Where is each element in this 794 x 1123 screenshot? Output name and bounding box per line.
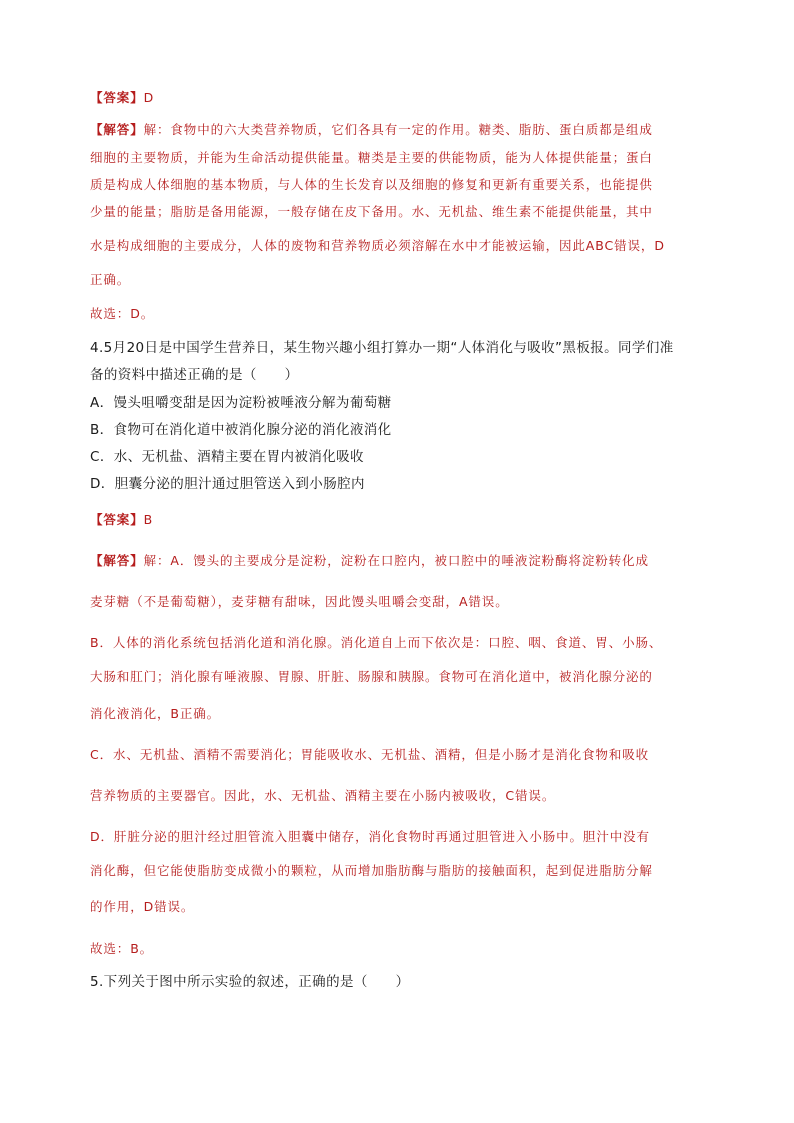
q4-option-b: B．食物可在消化道中被消化腺分泌的消化液消化: [90, 422, 392, 438]
q4-option-a: A．馒头咀嚼变甜是因为淀粉被唾液分解为葡萄糖: [90, 395, 392, 411]
explain-tag: 【解答】: [90, 553, 144, 568]
q4-explain-line-10: 的作用，D错误。: [90, 899, 195, 914]
q4-explain-line-9: 消化酶，但它能使脂肪变成微小的颗粒，从而增加脂肪酶与脂肪的接触面积，起到促进脂肪分解: [90, 863, 653, 878]
q4-answer-line: [90, 511, 153, 529]
q3-explain-line-2: 细胞的主要物质，并能为生命活动提供能量。糖类是主要的供能物质，能为人体提供能量；蛋白: [90, 150, 653, 165]
q3-explain-line-6: 正确。: [90, 272, 131, 287]
q4-explain-line-5: 消化液消化，B正确。: [90, 706, 221, 721]
q4-explain-line-3: B．人体的消化系统包括消化道和消化腺。消化道自上而下依次是：口腔、咽、食道、胃、小肠、: [90, 635, 663, 650]
q4-stem-line-2: 备的资料中描述正确的是（ ）: [90, 367, 299, 383]
q4-conclusion: 故选：B。: [90, 941, 154, 956]
q4-stem-line-1: 4.5月20日是中国学生营养日，某生物兴趣小组打算办一期“人体消化与吸收”黑板报。同学们准: [90, 340, 674, 356]
q4-option-c: C．水、无机盐、酒精主要在胃内被消化吸收: [90, 449, 364, 465]
answer-value: D: [143, 90, 155, 105]
q4-explain-line-8: D．肝脏分泌的胆汁经过胆管流入胆囊中储存，消化食物时再通过胆管进入小肠中。胆汁中没有: [90, 829, 650, 844]
q4-explain-line-4: 大肠和肛门；消化腺有唾液腺、胃腺、肝脏、肠腺和胰腺。食物可在消化道中，被消化腺分泌的: [90, 669, 653, 684]
q4-option-d: D．胆囊分泌的胆汁通过胆管送入到小肠腔内: [90, 476, 365, 492]
answer-tag: 【答案】: [90, 512, 144, 527]
q4-explain-line-1: 【解答】解：A．馒头的主要成分是淀粉，淀粉在口腔内，被口腔中的唾液淀粉酶将淀粉转化成: [90, 553, 649, 568]
answer-tag: 【答案】: [90, 90, 144, 105]
answer-value: B: [143, 512, 154, 527]
q3-conclusion: 故选：D。: [90, 306, 155, 321]
q3-explain-line-4: 少量的能量；脂肪是备用能源，一般存储在皮下备用。水、无机盐、维生素不能提供能量，其中: [90, 204, 653, 219]
q3-explain-line-1: 【解答】解：食物中的六大类营养物质，它们各具有一定的作用。糖类、脂肪、蛋白质都是组成: [90, 122, 653, 137]
q4-explain-line-6: C．水、无机盐、酒精不需要消化；胃能吸收水、无机盐、酒精，但是小肠才是消化食物和吸收: [90, 747, 650, 762]
q3-answer-line: [90, 89, 154, 107]
q4-explain-line-7: 营养物质的主要器官。因此，水、无机盐、酒精主要在小肠内被吸收，C错误。: [90, 788, 556, 803]
q3-explain-line-3: 质是构成人体细胞的基本物质，与人体的生长发育以及细胞的修复和更新有重要关系，也能提供: [90, 177, 653, 192]
q4-explain-line-2: 麦芽糖（不是葡萄糖），麦芽糖有甜味，因此馒头咀嚼会变甜，A错误。: [90, 594, 509, 609]
q3-explain-line-5: 水是构成细胞的主要成分，人体的废物和营养物质必须溶解在水中才能被运输，因此ABC错误，D: [90, 238, 665, 253]
q5-stem: 5.下列关于图中所示实验的叙述，正确的是（ ）: [90, 974, 410, 990]
explain-tag: 【解答】: [90, 122, 144, 137]
